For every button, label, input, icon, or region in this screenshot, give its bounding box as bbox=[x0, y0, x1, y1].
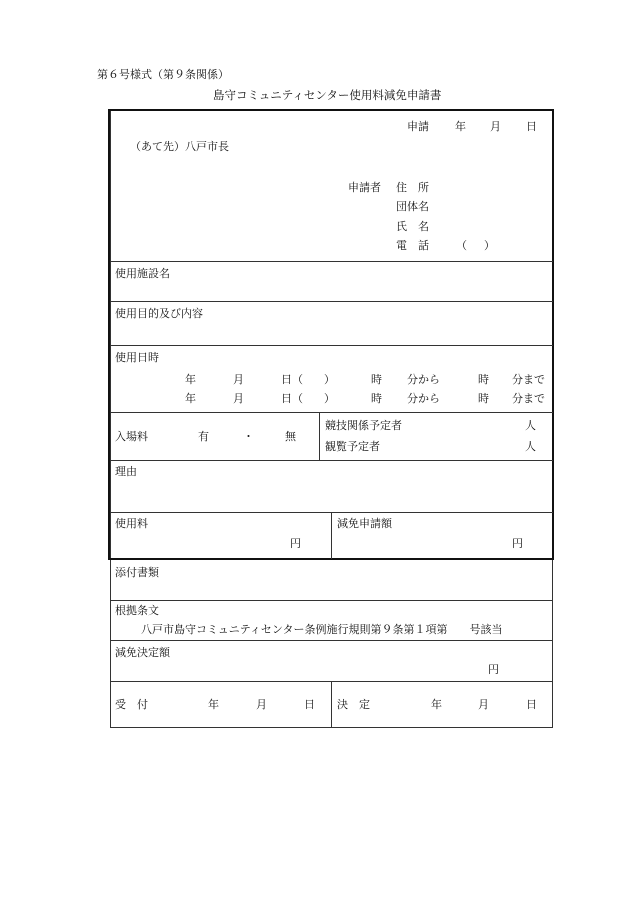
column-divider bbox=[319, 412, 320, 460]
admission-no: 無 bbox=[285, 430, 296, 443]
reduction-amount-unit: 円 bbox=[512, 537, 523, 550]
row-divider bbox=[110, 412, 553, 413]
spectators-label: 観覧予定者 bbox=[325, 440, 380, 453]
form-title: 島守コミュニティセンター使用料減免申請書 bbox=[213, 88, 442, 102]
usage-fee-unit: 円 bbox=[290, 537, 301, 550]
applicant-label: 申請者 bbox=[348, 181, 381, 194]
legal-basis-text: 八戸市島守コミュニティセンター条例施行規則第９条第１項第 号該当 bbox=[141, 623, 503, 636]
row-divider bbox=[110, 460, 553, 461]
usage-row-2-minute-from: 分から bbox=[407, 392, 440, 405]
phone-paren-close: ） bbox=[484, 239, 495, 252]
admission-fee-label: 入場料 bbox=[115, 430, 148, 443]
facility-name-label: 使用施設名 bbox=[115, 267, 170, 280]
name-label: 氏 名 bbox=[396, 220, 429, 233]
purpose-label: 使用目的及び内容 bbox=[115, 307, 203, 320]
decision-day: 日 bbox=[526, 698, 537, 711]
decision-label: 決 定 bbox=[337, 698, 370, 711]
column-divider bbox=[331, 681, 332, 728]
usage-row-2-day: 日（ bbox=[281, 392, 303, 405]
phone-label: 電 話 bbox=[396, 239, 429, 252]
application-year-label: 年 bbox=[455, 120, 466, 133]
usage-row-2-hour-to: 時 bbox=[478, 392, 489, 405]
address-label: 住 所 bbox=[396, 181, 429, 194]
usage-row-2-year: 年 bbox=[185, 392, 196, 405]
applicant-section-frame bbox=[108, 109, 554, 560]
usage-row-2-hour-from: 時 bbox=[371, 392, 382, 405]
usage-row-2-month: 月 bbox=[233, 392, 244, 405]
admission-yes: 有 bbox=[198, 430, 209, 443]
usage-row-1-day: 日（ bbox=[281, 373, 303, 386]
usage-row-1-day-close: ） bbox=[324, 373, 335, 386]
usage-row-1-minute-from: 分から bbox=[407, 373, 440, 386]
attachments-label: 添付書類 bbox=[115, 566, 159, 579]
row-divider bbox=[110, 261, 553, 262]
participants-unit: 人 bbox=[525, 419, 536, 432]
application-month-label: 月 bbox=[490, 120, 501, 133]
usage-fee-label: 使用料 bbox=[115, 517, 148, 530]
received-day: 日 bbox=[304, 698, 315, 711]
usage-row-1-minute-to: 分まで bbox=[512, 373, 545, 386]
usage-row-2-day-close: ） bbox=[324, 392, 335, 405]
usage-row-2-minute-to: 分まで bbox=[512, 392, 545, 405]
legal-basis-label: 根拠条文 bbox=[115, 604, 159, 617]
phone-paren-open: （ bbox=[456, 239, 467, 252]
usage-row-1-hour-from: 時 bbox=[371, 373, 382, 386]
spectators-unit: 人 bbox=[525, 440, 536, 453]
received-label: 受 付 bbox=[115, 698, 148, 711]
admission-separator: ・ bbox=[243, 430, 254, 443]
addressee: （あて先）八戸市長 bbox=[130, 140, 229, 153]
decision-amount-label: 減免決定額 bbox=[115, 646, 170, 659]
usage-datetime-label: 使用日時 bbox=[115, 351, 159, 364]
form-number: 第６号様式（第９条関係） bbox=[97, 68, 229, 81]
received-year: 年 bbox=[208, 698, 219, 711]
usage-row-1-month: 月 bbox=[233, 373, 244, 386]
application-day-label: 日 bbox=[526, 120, 537, 133]
reason-label: 理由 bbox=[115, 465, 137, 478]
row-divider bbox=[110, 345, 553, 346]
row-divider bbox=[110, 301, 553, 302]
participants-label: 競技関係予定者 bbox=[325, 419, 402, 432]
group-name-label: 団体名 bbox=[396, 200, 429, 213]
application-date-label: 申請 bbox=[407, 120, 429, 133]
decision-year: 年 bbox=[431, 698, 442, 711]
column-divider bbox=[331, 512, 332, 559]
decision-month: 月 bbox=[478, 698, 489, 711]
row-divider bbox=[110, 600, 553, 601]
received-month: 月 bbox=[256, 698, 267, 711]
row-divider bbox=[110, 640, 553, 641]
decision-amount-unit: 円 bbox=[488, 663, 499, 676]
usage-row-1-hour-to: 時 bbox=[478, 373, 489, 386]
usage-row-1-year: 年 bbox=[185, 373, 196, 386]
reduction-amount-label: 減免申請額 bbox=[337, 517, 392, 530]
